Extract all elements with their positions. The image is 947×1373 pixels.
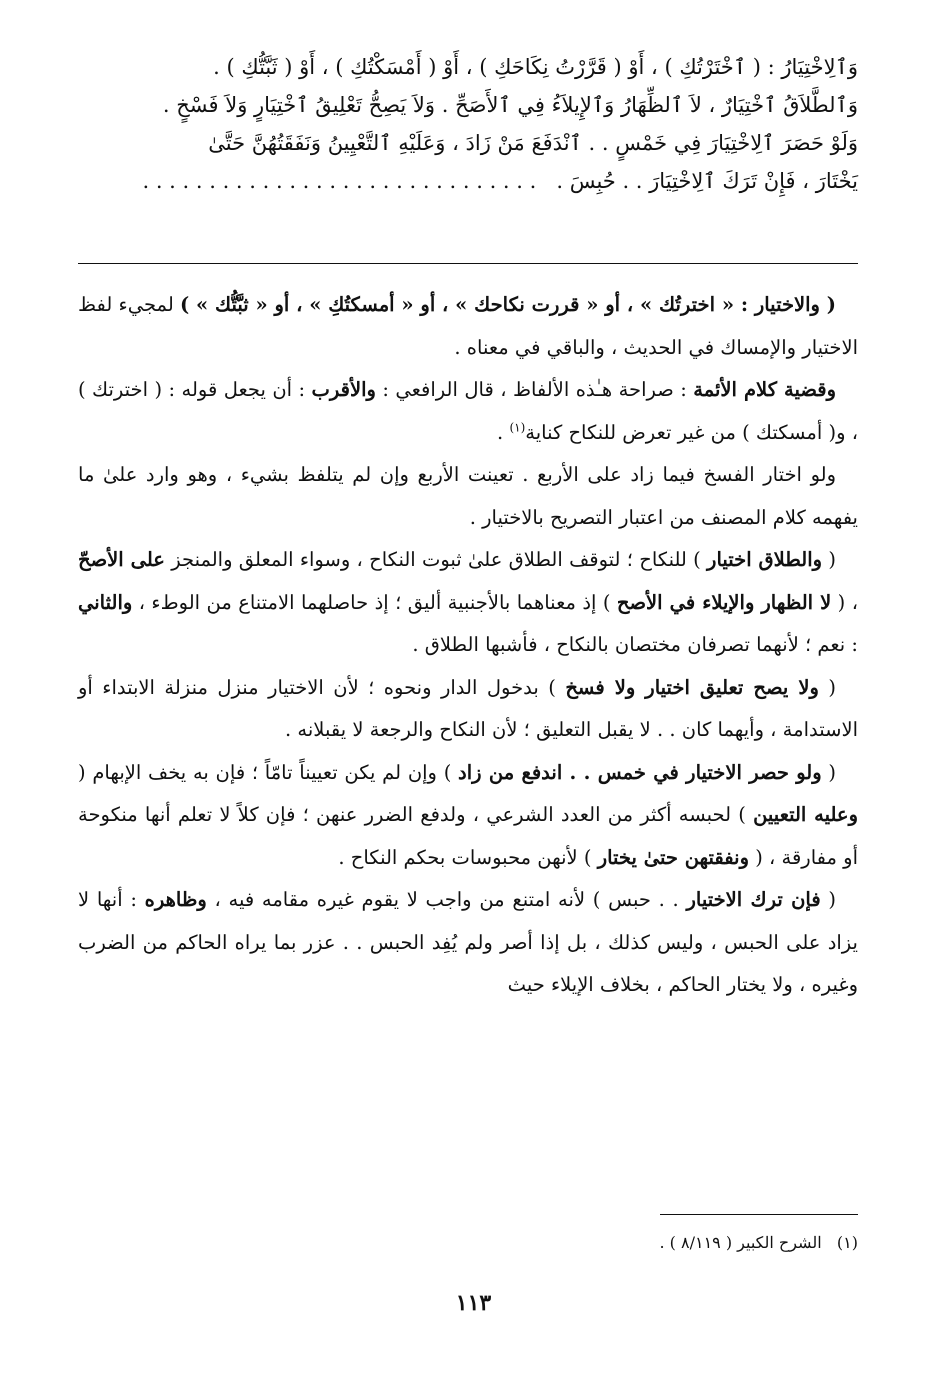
- sharh-p7-text-1: (: [820, 888, 837, 911]
- matn-line-1: وَٱلِاخْتِيَارُ : ( ٱخْتَرْتُكِ ) ، أَوْ ( قَرَّرْتُ نِكَاحَكِ ) ، أَوْ ( أَمْسَكْتُكِ ) ، أَوْ ( ثَبَّتُّكِ ) .: [213, 55, 858, 79]
- sharh-p4-bold-1: والطلاق اختيار: [707, 548, 823, 571]
- sharh-p2-text-1: : صراحة هـٰذه الألفاظ ، قال الرافعي :: [375, 378, 694, 401]
- sharh-p6-text-1: (: [821, 760, 837, 784]
- sharh-p4-bold-4: والثاني: [78, 590, 133, 614]
- sharh-p4-text-2: ) للنكاح ؛ لتوقف الطلاق علىٰ ثبوت النكاح ، وسواء المعلق والمنجز: [164, 548, 708, 571]
- matn-line-4-text: يَخْتَارَ ، فَإِنْ تَرَكَ ٱلِاخْتِيَارَ . . حُبِسَ .: [556, 169, 858, 193]
- sharh-p6-bold-1: ولو حصر الاختيار في خمس . . اندفع من زاد: [458, 760, 822, 784]
- sharh-p1-quote: ( والاختيار : « اخترتُك » ، أو « قررت نكاحك » ، أو « أمسكتُكِ » ، أو « ثبَّتُّك » ): [180, 293, 837, 316]
- matn-line-4: [78, 162, 858, 200]
- sharh-p7-text-2: . . حبس ) لأنه امتنع من واجب لا يقوم غيره مقامه فيه ،: [206, 888, 687, 911]
- sharh-p2-text-2: : أن يجعل قوله : ( اخترتك ) ، و( أمسكتك ) من غير تعرض للنكاح كناية: [78, 378, 858, 444]
- sharh-p6-bold-3: ونفقتهن حتىٰ يختار: [597, 845, 750, 869]
- sharh-p5-bold-1: ولا يصح تعليق اختيار ولا فسخ: [565, 675, 819, 699]
- page-number: ١١٣: [455, 1290, 492, 1316]
- sharh-p4-text-3: ، (: [831, 590, 858, 614]
- sharh-p7-bold-1: فإن ترك الاختيار: [686, 888, 821, 911]
- sharh-p4-text-5: : نعم ؛ لأنهما تصرفان مختصان بالنكاح ، فأشبها الطلاق .: [412, 633, 858, 656]
- sharh-p6-text-3: ) لحبسه أكثر من العدد الشرعي ، ولدفع الضرر عنهن ؛ فإن كلاً لا تعلم أنها منكوحة أو مفارقة ، (: [78, 803, 858, 869]
- footnote-number: (١): [836, 1233, 858, 1252]
- matn-line-3: وَلَوْ حَصَرَ ٱلِاخْتِيَارَ فِي خَمْسٍ . . ٱنْدَفَعَ مَنْ زَادَ ، وَعَلَيْهِ ٱلتَّعْيِينُ وَنَفَقَتُهُنَّ حَتَّىٰ: [208, 131, 858, 155]
- sharh-p2-text-3: .: [497, 420, 510, 444]
- sharh-p6-text-4: ) لأنهن محبوسات بحكم النكاح .: [338, 845, 598, 869]
- sharh-p2-bold-1: وقضية كلام الأئمة: [693, 378, 836, 401]
- footnote-ref-1[interactable]: (١): [509, 420, 526, 434]
- sharh-p4-text-4: ) إذ معناهما بالأجنبية أليق ؛ إذ حاصلهما الامتناع من الوطء ،: [132, 590, 617, 614]
- sharh-p4-bold-3: لا الظهار والإيلاء في الأصح: [616, 590, 832, 614]
- matn-divider: [78, 263, 858, 264]
- sharh-p4-bold-2: على الأصحّ: [78, 548, 165, 571]
- footnote-text: الشرح الكبير ( ٨/١١٩ ) .: [659, 1233, 822, 1252]
- sharh-paragraph-2: [78, 369, 858, 454]
- sharh-paragraph-7: [78, 879, 858, 1007]
- matn-dots: . . . . . . . . . . . . . . . . . . . . . . . . . . . . . .: [142, 169, 537, 193]
- sharh-p4-text-1: (: [822, 548, 836, 571]
- sharh-commentary: [78, 284, 858, 1007]
- sharh-p7-text-3: : أنها لا يزاد على الحبس ، وليس كذلك ، بل إذا أصر ولم يُفِد الحبس . . عزر بما يراه الحاكم من الضرب وغيره ، ولا يختار الحاكم ، بخلاف الإيلاء حيث: [78, 888, 858, 996]
- sharh-p7-bold-2: وظاهره: [144, 888, 207, 911]
- sharh-p6-text-2: ) وإن لم يكن تعييناً تامّاً ؛ فإن به يخف الإبهام (: [78, 760, 459, 784]
- sharh-paragraph-1: [78, 284, 858, 369]
- sharh-p5-text-1: (: [818, 675, 836, 699]
- sharh-paragraph-5: [78, 667, 858, 752]
- footnote-divider: [660, 1214, 858, 1215]
- sharh-paragraph-3: ولو اختار الفسخ فيما زاد على الأربع . تعينت الأربع وإن لم يتلفظ بشيء ، وهو وارد علىٰ ما يفهمه كلام المصنف من اعتبار التصريح بالاختيار .: [78, 463, 858, 529]
- sharh-paragraph-4: [78, 539, 858, 667]
- footnote: [78, 1230, 858, 1256]
- matn-line-2: وَٱلطَّلاَقُ ٱخْتِيَارٌ ، لاَ ٱلظِّهَارُ وَٱلإِيلاَءُ فِي ٱلأَصَحِّ . وَلاَ يَصِحُّ تَعْلِيقُ ٱخْتِيَارٍ وَلاَ فَسْخٍ .: [162, 93, 858, 117]
- matn-text: [78, 48, 858, 200]
- sharh-p1-text: لمجيء لفظ الاختيار والإمساك في الحديث ، والباقي في معناه .: [78, 293, 858, 359]
- sharh-paragraph-6: [78, 752, 858, 880]
- sharh-p5-text-2: ) بدخول الدار ونحوه ؛ لأن الاختيار منزل منزلة الابتداء أو الاستدامة ، وأيهما كان . . لا يقبل التعليق ؛ لأن النكاح والرجعة لا يقبلانه .: [78, 675, 858, 741]
- sharh-p2-bold-2: والأقرب: [311, 378, 376, 401]
- sharh-p6-bold-2: وعليه التعيين: [753, 803, 858, 826]
